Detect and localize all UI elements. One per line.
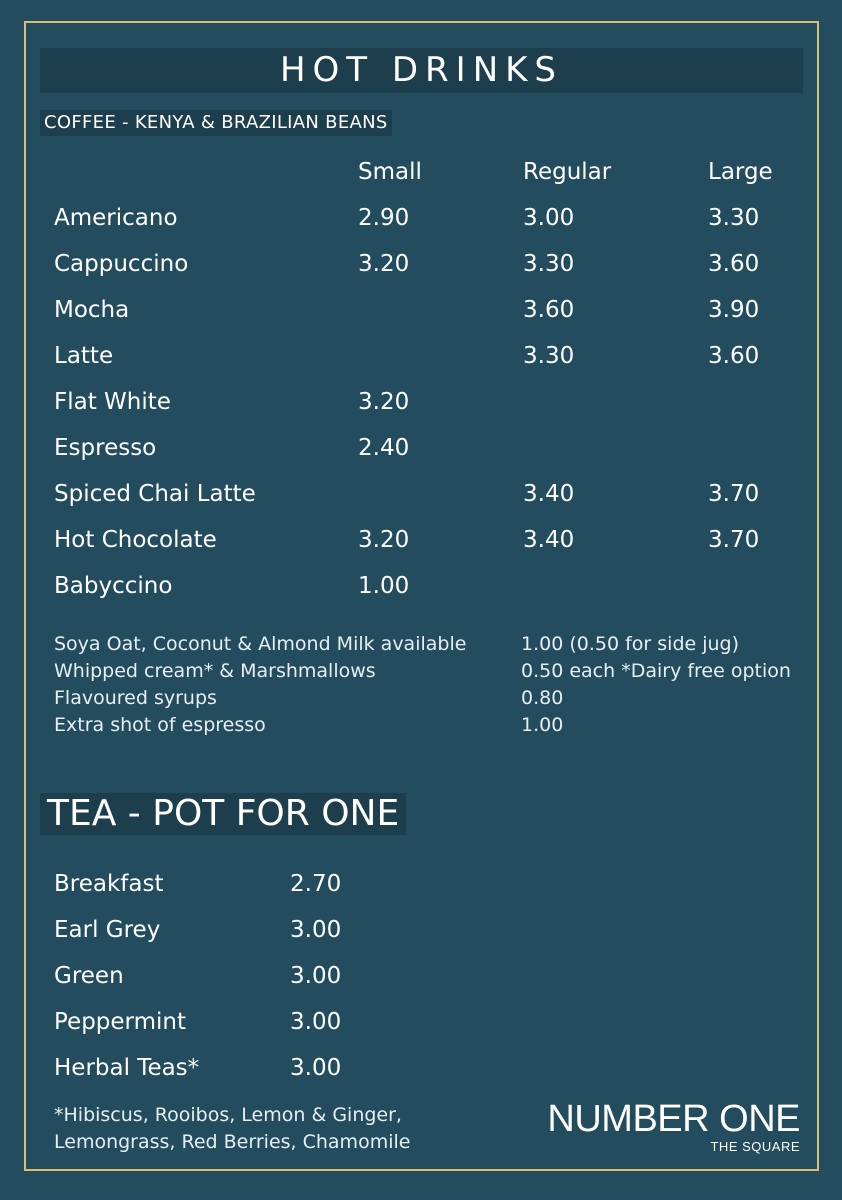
extra-label-espresso-shot: Extra shot of espresso — [54, 714, 266, 736]
price-regular: 3.00 — [523, 205, 575, 231]
price-regular: 3.30 — [523, 251, 575, 277]
menu-title: HOT DRINKS — [40, 48, 803, 93]
extra-price-syrups: 0.80 — [521, 687, 564, 709]
item-name: Latte — [54, 343, 114, 369]
column-header-large: Large — [708, 159, 773, 185]
herbal-footnote-line1: *Hibiscus, Rooibos, Lemon & Ginger, — [54, 1104, 402, 1126]
column-header-small: Small — [358, 159, 422, 185]
tea-item-name: Green — [54, 963, 124, 989]
tea-item-name: Earl Grey — [54, 917, 161, 943]
price-regular: 3.40 — [523, 527, 575, 553]
herbal-footnote-line2: Lemongrass, Red Berries, Chamomile — [54, 1131, 411, 1153]
price-small: 3.20 — [358, 251, 410, 277]
tea-item-price: 3.00 — [290, 1055, 342, 1081]
brand-logo — [538, 1097, 800, 1154]
tea-item-name: Breakfast — [54, 871, 164, 897]
tea-item-name: Herbal Teas* — [54, 1055, 200, 1081]
item-name: Hot Chocolate — [54, 527, 217, 553]
item-name: Mocha — [54, 297, 130, 323]
price-small: 2.90 — [358, 205, 410, 231]
price-regular: 3.40 — [523, 481, 575, 507]
item-name: Babyccino — [54, 573, 173, 599]
tea-item-price: 2.70 — [290, 871, 342, 897]
brand-subtitle: THE SQUARE — [710, 1139, 800, 1154]
price-regular: 3.30 — [523, 343, 575, 369]
price-small: 1.00 — [358, 573, 410, 599]
tea-item-price: 3.00 — [290, 917, 342, 943]
price-large: 3.70 — [708, 527, 760, 553]
extra-label-cream: Whipped cream* & Marshmallows — [54, 660, 376, 682]
column-header-regular: Regular — [523, 159, 612, 185]
item-name: Americano — [54, 205, 178, 231]
price-large: 3.60 — [708, 251, 760, 277]
price-large: 3.60 — [708, 343, 760, 369]
item-name: Espresso — [54, 435, 157, 461]
price-small: 3.20 — [358, 389, 410, 415]
extra-price-milk: 1.00 (0.50 for side jug) — [521, 633, 740, 655]
extra-label-syrups: Flavoured syrups — [54, 687, 217, 709]
extra-price-espresso-shot: 1.00 — [521, 714, 564, 736]
item-name: Flat White — [54, 389, 171, 415]
price-small: 3.20 — [358, 527, 410, 553]
item-name: Spiced Chai Latte — [54, 481, 256, 507]
tea-item-name: Peppermint — [54, 1009, 186, 1035]
price-large: 3.30 — [708, 205, 760, 231]
price-regular: 3.60 — [523, 297, 575, 323]
coffee-heading: COFFEE - KENYA & BRAZILIAN BEANS — [40, 110, 392, 136]
tea-item-price: 3.00 — [290, 1009, 342, 1035]
brand-name: NUMBER ONE — [547, 1098, 800, 1140]
item-name: Cappuccino — [54, 251, 189, 277]
tea-item-price: 3.00 — [290, 963, 342, 989]
extra-label-milk: Soya Oat, Coconut & Almond Milk available — [54, 633, 467, 655]
price-large: 3.90 — [708, 297, 760, 323]
price-small: 2.40 — [358, 435, 410, 461]
tea-heading: TEA - POT FOR ONE — [40, 793, 406, 835]
price-large: 3.70 — [708, 481, 760, 507]
extra-price-cream: 0.50 each *Dairy free option — [521, 660, 791, 682]
